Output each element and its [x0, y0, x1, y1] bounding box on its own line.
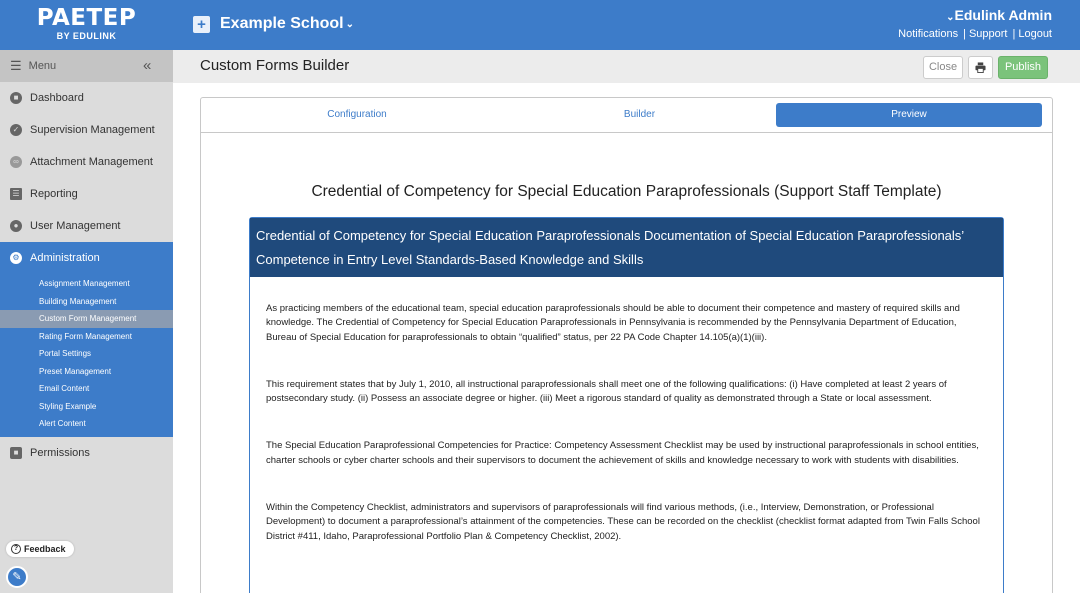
lock-icon: ■ [10, 447, 22, 459]
support-link[interactable]: Support [968, 28, 1008, 40]
paragraph: Within the Competency Checklist, administrators and supervisors of paraprofessionals will find various methods, (i.e., Interview, Demonstration, or Professional Development) to document a paraprofessional’s attainment of the competencies. These can be recorded on the checklist (checklist format adapted from Twin Falls School District #411, Idaho, Paraprofessional Portfolio Plan & Competency Checklist, 2002). [266, 502, 980, 542]
section-title-line-2: Competence in Entry Level Standards-Based Knowledge and Skills [256, 252, 644, 267]
notifications-link[interactable]: Notifications [898, 28, 959, 40]
sidebar [0, 50, 173, 593]
tab-preview[interactable]: Preview [776, 103, 1042, 127]
submenu-item-building[interactable]: Building Management [39, 296, 117, 306]
user-name: Edulink Admin [954, 7, 1052, 23]
submenu-item-email-content[interactable]: Email Content [39, 384, 90, 393]
add-icon[interactable]: + [193, 16, 210, 33]
menu-label: Menu [28, 60, 57, 72]
section-title-line-1: Credential of Competency for Special Education Paraprofessionals Documentation of Special Education Paraprofessionals’ [256, 228, 965, 243]
menu-toggle-row[interactable] [0, 50, 173, 82]
menu-icon: ☰ [10, 58, 22, 73]
print-icon [975, 62, 986, 73]
collapse-icon[interactable]: « [143, 57, 152, 74]
top-header [0, 0, 1080, 50]
administration-submenu [0, 274, 173, 437]
submenu-item-alert-content[interactable]: Alert Content [39, 419, 86, 428]
sidebar-item-supervision[interactable] [0, 114, 173, 146]
chevron-down-icon: ⌄ [946, 12, 955, 23]
sidebar-item-label: Reporting [30, 188, 78, 200]
tab-builder[interactable]: Builder [623, 109, 656, 120]
school-name: Example School [220, 15, 344, 32]
sidebar-item-permissions[interactable] [0, 437, 173, 469]
sidebar-item-dashboard[interactable] [0, 82, 173, 114]
form-title: Credential of Competency for Special Education Paraprofessionals (Support Staff Template) [311, 183, 942, 200]
check-circle-icon: ✓ [10, 124, 22, 136]
gear-icon: ⚙ [10, 252, 22, 264]
sidebar-item-label: Permissions [30, 446, 90, 459]
submenu-item-custom-form[interactable]: Custom Form Management [0, 310, 173, 328]
sidebar-item-reporting[interactable] [0, 178, 173, 210]
builder-card [200, 97, 1053, 593]
dashboard-icon: ■ [10, 92, 22, 104]
sidebar-item-administration[interactable] [0, 242, 173, 274]
user-links: Notifications | Support | Logout [898, 28, 1052, 40]
feedback-button[interactable] [6, 541, 74, 557]
sidebar-item-label: Dashboard [30, 92, 84, 104]
tab-configuration[interactable]: Configuration [327, 109, 387, 120]
submenu-item-preset[interactable]: Preset Management [39, 366, 112, 376]
close-button[interactable]: Close [923, 56, 963, 79]
paragraph: This requirement states that by July 1, 2010, all instructional paraprofessionals shall meet one of the following qualifications: (i) Have completed at least 2 years of postsecondary study. (ii) Possess an associate degree or higher. (iii) Meet a rigorous standard of quality as demonstrated through a State or local assessment. [266, 378, 947, 405]
logo-sub-text: BY EDULINK [56, 31, 117, 41]
chart-icon: ☰ [10, 188, 22, 200]
form-section-panel [249, 217, 1004, 593]
school-selector[interactable] [193, 15, 354, 33]
question-icon: ? [11, 544, 21, 554]
feedback-label: Feedback [24, 544, 66, 554]
sidebar-item-label: Supervision Management [30, 124, 155, 136]
section-header [250, 218, 1003, 277]
page-title: Custom Forms Builder [200, 57, 350, 74]
sidebar-item-label: Attachment Management [30, 156, 153, 168]
logo[interactable] [0, 0, 173, 50]
submenu-item-portal-settings[interactable]: Portal Settings [39, 349, 92, 358]
submenu-item-assignment[interactable]: Assignment Management [39, 279, 130, 288]
logout-link[interactable]: Logout [1018, 28, 1052, 40]
paragraph: As practicing members of the educational team, special education paraprofessionals should be able to document their competence and mastery of required skills and knowledge. The Credential of Competency for Special Education Paraprofessionals in Pennsylvania is recommended by the Pennsylvania Department of Education, Bureau of Special Education for paraprofessionals to obtain “qualified” status, per 22 PA Code Chapter 14.105(a)(1)(iii). [266, 303, 960, 343]
section-body [250, 277, 1003, 544]
sidebar-item-user-management[interactable] [0, 210, 173, 242]
publish-button[interactable]: Publish [998, 56, 1048, 79]
user-menu[interactable] [898, 7, 1052, 23]
paragraph: The Special Education Paraprofessional Competencies for Practice: Competency Assessment Checklist may be used by instructional paraprofessionals in school entities, charter schools or cyber charter schools and their supervisors to document the achievement of skills and knowledge necessary to work with students with disabilities. [266, 440, 979, 466]
logo-main-text: PAETEP [36, 5, 137, 31]
sidebar-item-label: Administration [30, 252, 100, 264]
print-button[interactable] [968, 56, 993, 79]
tab-bar [201, 98, 1052, 133]
edit-icon[interactable]: ✎ [6, 566, 28, 588]
user-area [898, 7, 1052, 40]
paperclip-icon: ∞ [10, 156, 22, 168]
sidebar-item-attachment[interactable] [0, 146, 173, 178]
submenu-item-styling[interactable]: Styling Example [39, 401, 97, 411]
user-icon: ● [10, 220, 22, 232]
chevron-down-icon: ⌄ [345, 18, 354, 30]
page-title-bar [173, 50, 1080, 83]
submenu-item-rating-form[interactable]: Rating Form Management [39, 331, 132, 341]
sidebar-item-label: User Management [30, 220, 121, 232]
